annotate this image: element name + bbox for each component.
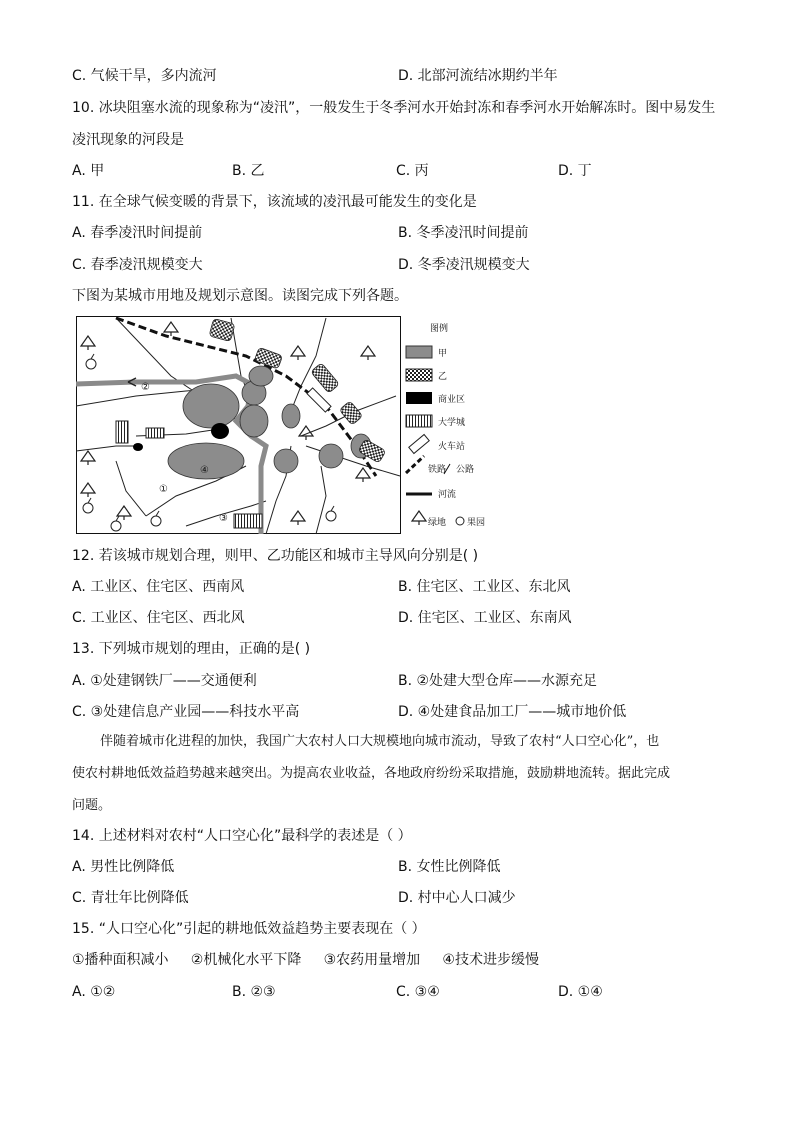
svg-text:甲: 甲 (438, 349, 448, 359)
q10-stem-line2: 凌汛现象的河段是 (72, 132, 184, 148)
business-district (211, 423, 229, 439)
marker-1: ① (159, 484, 168, 495)
city-land-use-map (76, 316, 498, 535)
q10-option-a: A. 甲 (72, 163, 105, 179)
svg-text:火车站: 火车站 (438, 442, 466, 452)
svg-text:图例: 图例 (430, 324, 449, 334)
q13-option-d: D. ④处建食品加工厂——城市地价低 (398, 704, 627, 720)
svg-text:果园: 果园 (467, 518, 486, 528)
q15-option-a: A. ①② (72, 984, 116, 1000)
svg-text:铁路: 铁路 (428, 465, 447, 475)
q10-option-b: B. 乙 (232, 163, 265, 179)
q15-option-c: C. ③④ (396, 984, 440, 1000)
q14-option-b: B. 女性比例降低 (398, 859, 501, 875)
marker-4: ④ (200, 465, 209, 476)
university-town (116, 421, 128, 443)
q11-option-c: C. 春季凌汛规模变大 (72, 257, 203, 273)
q14-option-a: A. 男性比例降低 (72, 859, 175, 875)
svg-text:河流: 河流 (438, 490, 457, 500)
q12-option-a: A. 工业区、住宅区、西南风 (72, 579, 245, 595)
q11-option-d: D. 冬季凌汛规模变大 (398, 257, 530, 273)
q11-option-b: B. 冬季凌汛时间提前 (398, 225, 529, 241)
q9-option-d: D. 北部河流结冰期约半年 (398, 68, 558, 84)
q15-items: ①播种面积减小 ②机械化水平下降 ③农药用量增加 ④技术进步缓慢 (72, 952, 539, 968)
q10-stem-line1: 10. 冰块阻塞水流的现象称为“凌汛”，一般发生于冬季河水开始封冻和春季河水开始解冻时。图中易发生 (72, 100, 716, 116)
q11-stem: 11. 在全球气候变暖的背景下，该流域的凌汛最可能发生的变化是 (72, 194, 477, 210)
q14-stem: 14. 上述材料对农村“人口空心化”最科学的表述是（ ） (72, 828, 412, 844)
map-legend (406, 322, 485, 528)
q10-option-d: D. 丁 (558, 163, 592, 179)
q12-stem: 12. 若该城市规划合理，则甲、乙功能区和城市主导风向分别是( ) (72, 548, 479, 564)
svg-text:大学城: 大学城 (438, 418, 466, 428)
q13-option-a: A. ①处建钢铁厂——交通便利 (72, 673, 257, 689)
marker-2: ② (141, 382, 150, 393)
business-district-small (133, 443, 143, 451)
q12-option-c: C. 工业区、住宅区、西北风 (72, 610, 245, 626)
svg-text:绿地: 绿地 (428, 518, 447, 528)
q14-option-c: C. 青壮年比例降低 (72, 890, 189, 906)
q13-option-c: C. ③处建信息产业园——科技水平高 (72, 704, 300, 720)
q15-stem: 15. “人口空心化”引起的耕地低效益趋势主要表现在（ ） (72, 921, 426, 937)
passage-line: 使农村耕地低效益趋势越来越突出。为提高农业收益，各地政府纷纷采取措施，鼓励耕地流转。据此完成 (72, 766, 671, 781)
q15-option-d: D. ①④ (558, 984, 603, 1000)
passage-line: 伴随着城市化进程的加快，我国广大农村人口大规模地向城市流动，导致了农村“人口空心化”，也 (100, 734, 660, 749)
reading-passage (72, 726, 722, 822)
q10-option-c: C. 丙 (396, 163, 429, 179)
passage-line: 问题。 (72, 798, 112, 813)
q14-option-d: D. 村中心人口减少 (398, 890, 516, 906)
svg-text:公路: 公路 (456, 465, 475, 475)
svg-text:商业区: 商业区 (438, 395, 466, 405)
q12-option-d: D. 住宅区、工业区、东南风 (398, 610, 572, 626)
q15-option-b: B. ②③ (232, 984, 276, 1000)
marker-3: ③ (219, 513, 228, 524)
q13-option-b: B. ②处建大型仓库——水源充足 (398, 673, 598, 689)
q13-stem: 13. 下列城市规划的理由，正确的是( ) (72, 641, 311, 657)
map-intro: 下图为某城市用地及规划示意图。读图完成下列各题。 (72, 288, 408, 304)
q9-option-c: C. 气候干旱，多内流河 (72, 68, 217, 84)
svg-text:乙: 乙 (438, 372, 448, 382)
university-town (146, 428, 164, 438)
q11-option-a: A. 春季凌汛时间提前 (72, 225, 203, 241)
university-town (234, 514, 262, 528)
q12-option-b: B. 住宅区、工业区、东北风 (398, 579, 571, 595)
